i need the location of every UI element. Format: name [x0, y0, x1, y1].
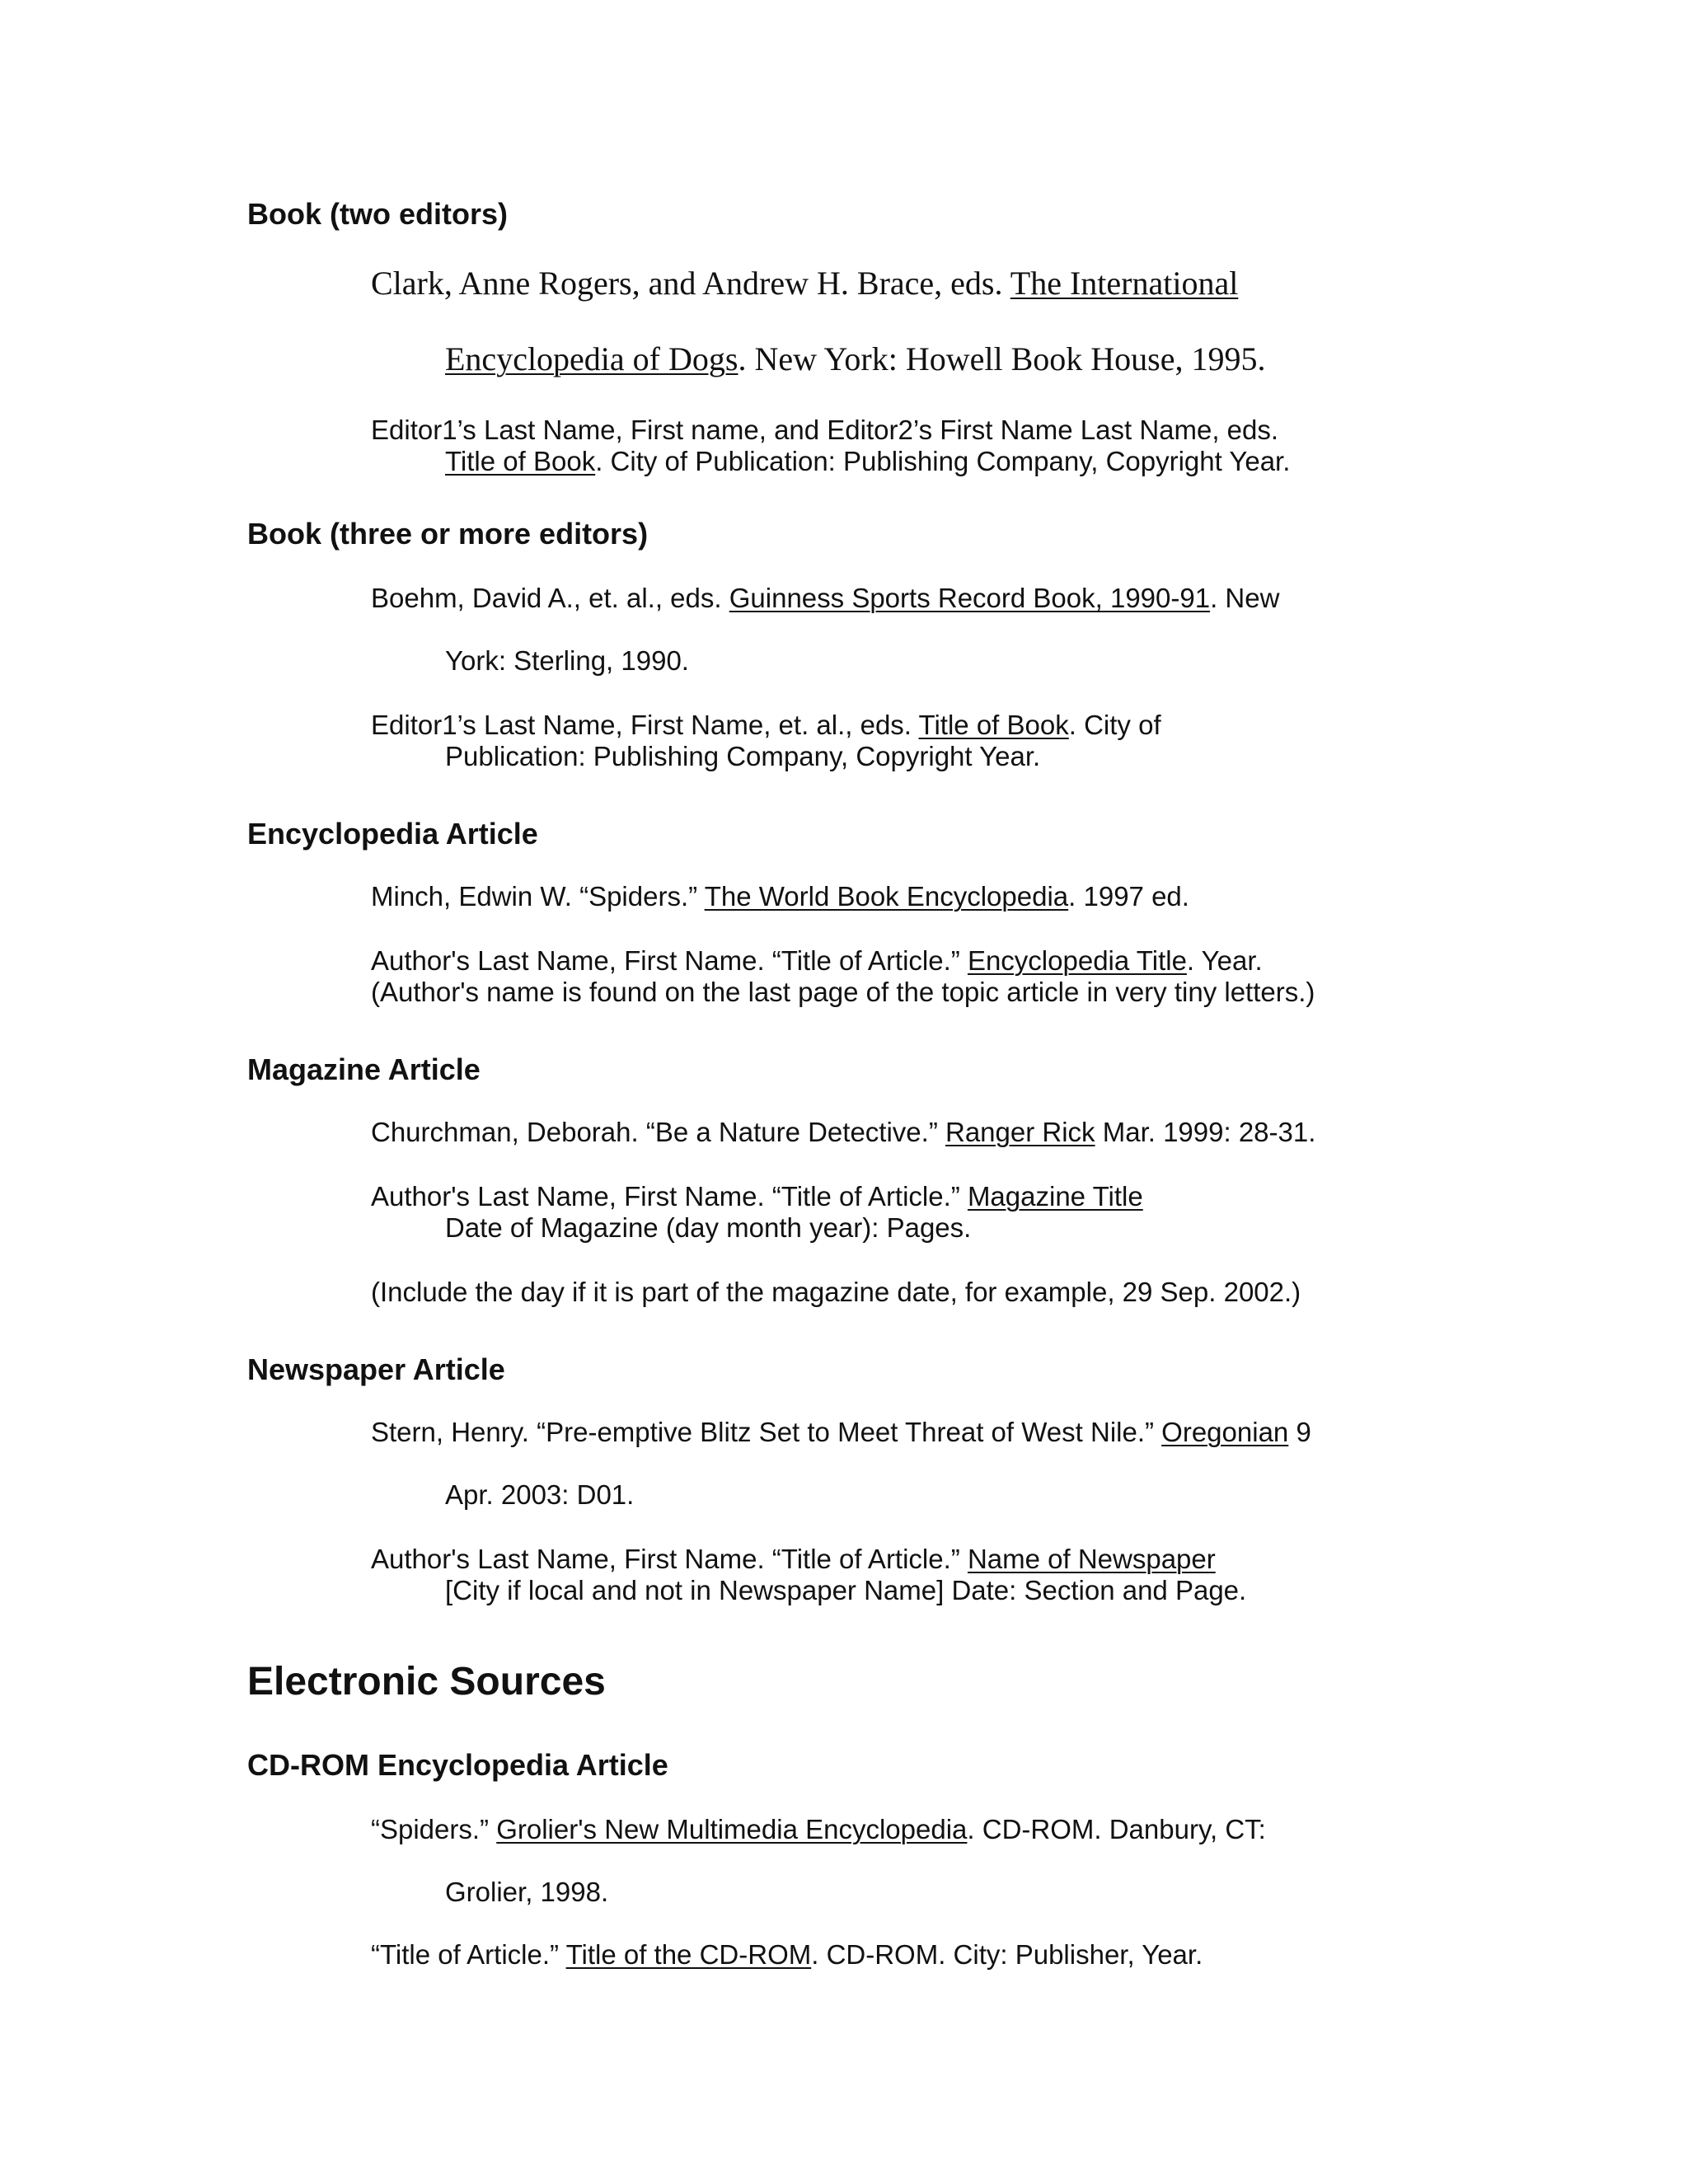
- section-heading-newspaper-article: Newspaper Article: [247, 1352, 505, 1386]
- citation-title: Title of Book: [918, 710, 1069, 740]
- citation-text: Minch, Edwin W. “Spiders.”: [371, 881, 705, 912]
- citation-example-line-1: [371, 582, 1279, 615]
- citation-title: Encyclopedia of Dogs: [445, 340, 738, 377]
- section-heading-book-two-editors: Book (two editors): [247, 197, 508, 231]
- citation-title: Oregonian: [1161, 1417, 1289, 1447]
- citation-template-line-2: [City if local and not in Newspaper Name] Date: Section and Page.: [445, 1575, 1247, 1605]
- citation-template-line-1: [371, 1543, 1216, 1576]
- citation-text: Author's Last Name, First Name. “Title of Article.”: [371, 1544, 968, 1574]
- citation-text: Stern, Henry. “Pre-emptive Blitz Set to Meet Threat of West Nile.”: [371, 1417, 1162, 1447]
- citation-text: . CD-ROM. City: Publisher, Year.: [811, 1939, 1203, 1970]
- citation-text: . New York: Howell Book House, 1995.: [738, 340, 1266, 377]
- section-heading-magazine-article: Magazine Article: [247, 1052, 481, 1086]
- citation-template-line-1: [371, 709, 1161, 742]
- citation-title: Magazine Title: [967, 1181, 1143, 1212]
- citation-text: Author's Last Name, First Name. “Title of Article.”: [371, 945, 968, 976]
- citation-title: Grolier's New Multimedia Encyclopedia: [496, 1814, 968, 1844]
- citation-title: The World Book Encyclopedia: [704, 881, 1069, 912]
- citation-template-line-1: [371, 944, 1263, 977]
- citation-example-line-2: Apr. 2003: D01.: [445, 1479, 635, 1510]
- citation-title: Guinness Sports Record Book, 1990-91: [729, 583, 1211, 613]
- citation-template-line-1: [371, 1180, 1143, 1213]
- citation-text: “Spiders.”: [371, 1814, 497, 1844]
- citation-template-line-2: Publication: Publishing Company, Copyright Year.: [445, 741, 1041, 771]
- citation-example-line-1: [371, 1416, 1311, 1449]
- citation-template-line-2: [445, 445, 1290, 478]
- citation-text: . Year.: [1186, 945, 1263, 976]
- citation-title: Title of Book: [445, 446, 596, 476]
- citation-template-line-1: Editor1’s Last Name, First name, and Editor2’s First Name Last Name, eds.: [371, 415, 1279, 445]
- citation-text: . New: [1210, 583, 1280, 613]
- citation-text: Churchman, Deborah. “Be a Nature Detective.”: [371, 1117, 945, 1147]
- citation-text: . CD-ROM. Danbury, CT:: [967, 1814, 1266, 1844]
- section-heading-encyclopedia-article: Encyclopedia Article: [247, 817, 538, 851]
- citation-text: Author's Last Name, First Name. “Title of Article.”: [371, 1181, 968, 1212]
- citation-text: . 1997 ed.: [1068, 881, 1189, 912]
- citation-title: Name of Newspaper: [967, 1544, 1216, 1574]
- citation-title: Ranger Rick: [945, 1117, 1095, 1147]
- citation-example-line-1: [371, 1116, 1315, 1149]
- citation-title: The International: [1010, 265, 1239, 302]
- citation-example-line-1: [371, 1813, 1266, 1846]
- citation-text: Mar. 1999: 28-31.: [1095, 1117, 1316, 1147]
- citation-text: “Title of Article.”: [371, 1939, 566, 1970]
- section-heading-electronic-sources: Electronic Sources: [247, 1660, 606, 1704]
- citation-example-line-1: [371, 880, 1189, 913]
- citation-title: Encyclopedia Title: [967, 945, 1187, 976]
- citation-example-line-2: [445, 340, 1265, 379]
- citation-text: . City of: [1068, 710, 1161, 740]
- citation-text: Boehm, David A., et. al., eds.: [371, 583, 729, 613]
- citation-template-note: (Author's name is found on the last page of the topic article in very tiny letters.): [371, 977, 1315, 1007]
- citation-template-line-1: [371, 1938, 1203, 1971]
- citation-example-line-1: [371, 264, 1238, 303]
- section-heading-cdrom-encyclopedia-article: CD-ROM Encyclopedia Article: [247, 1748, 668, 1782]
- citation-example-line-2: Grolier, 1998.: [445, 1877, 609, 1907]
- citation-example-line-2: York: Sterling, 1990.: [445, 645, 689, 676]
- citation-note: (Include the day if it is part of the magazine date, for example, 29 Sep. 2002.): [371, 1277, 1301, 1307]
- citation-template-line-2: Date of Magazine (day month year): Pages.: [445, 1212, 972, 1243]
- citation-title: Title of the CD-ROM: [565, 1939, 812, 1970]
- citation-text: Clark, Anne Rogers, and Andrew H. Brace, eds.: [371, 265, 1010, 302]
- citation-text: . City of Publication: Publishing Company, Copyright Year.: [595, 446, 1291, 476]
- citation-text: 9: [1288, 1417, 1311, 1447]
- citation-text: Editor1’s Last Name, First Name, et. al., eds.: [371, 710, 919, 740]
- section-heading-book-three-editors: Book (three or more editors): [247, 517, 649, 551]
